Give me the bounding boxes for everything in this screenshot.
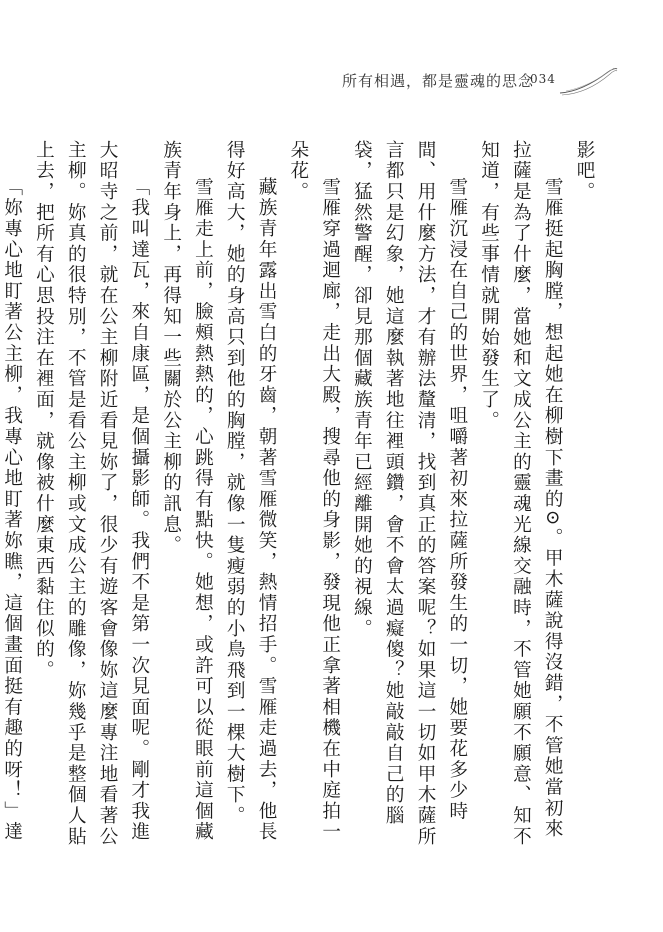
paragraph: 「我叫達瓦，來自康區，是個攝影師。我們不是第一次見面呢。剛才我進大昭寺之前，就在公主柳附近看見妳了，很少有遊客會像妳這麼專注地看著公主柳。妳真的很特別，不管是看公主柳或文成公主的雕像，妳幾乎是整個人貼上去，把所有心思投注在裡面，就像被什麼東西黏住似的。 bbox=[33, 140, 150, 848]
paragraph: 雪雁穿過迴廊，走出大殿，搜尋他的身影，發現他正拿著相機在中庭拍一朵花。 bbox=[287, 140, 341, 843]
flourish-ornament-icon bbox=[558, 66, 618, 96]
paragraph: 雪雁挺起胸膛，想起她在柳樹下畫的⊙。甲木薩說得沒錯，不管她當初來拉薩是為了什麼，當她和文成公主的靈魂光線交融時，不管她願不願意、知不知道，有些事情就開始發生了。 bbox=[478, 140, 564, 848]
paragraph: 雪雁走上前，臉頰熱熱的，心跳得有點快。她想，或許可以從眼前這個藏族青年身上，再得知一些關於公主柳的訊息。 bbox=[160, 140, 214, 843]
running-header bbox=[300, 66, 600, 96]
vertical-text-body bbox=[1, 140, 600, 860]
paragraph: 藏族青年露出雪白的牙齒，朝著雪雁微笑，熱情招手。雪雁走過去，他長得好高大，她的身高只到他的胸膛，就像一隻瘦弱的小鳥飛到一棵大樹下。 bbox=[224, 140, 278, 843]
paragraph: 「妳專心地盯著公主柳，我專心地盯著妳瞧，這個畫面挺有趣的呀！」達 bbox=[1, 177, 23, 843]
paragraph: 雪雁沉浸在自己的世界，咀嚼著初來拉薩所發生的一切，她要花多少時間、用什麼方法，才有辦法釐清，找到真正的答案呢？如果這一切如甲木薩所言都只是幻象，她這麼執著地往裡頭鑽，會不會太過癡傻？她敲敲自己的腦袋，猛然警醒，卻見那個藏族青年已經離開她的視線。 bbox=[351, 140, 468, 848]
paragraph: 影吧。 bbox=[574, 140, 595, 203]
page-number: 034 bbox=[530, 72, 556, 86]
chapter-title: 所有相遇，都是靈魂的思念 bbox=[342, 72, 535, 90]
